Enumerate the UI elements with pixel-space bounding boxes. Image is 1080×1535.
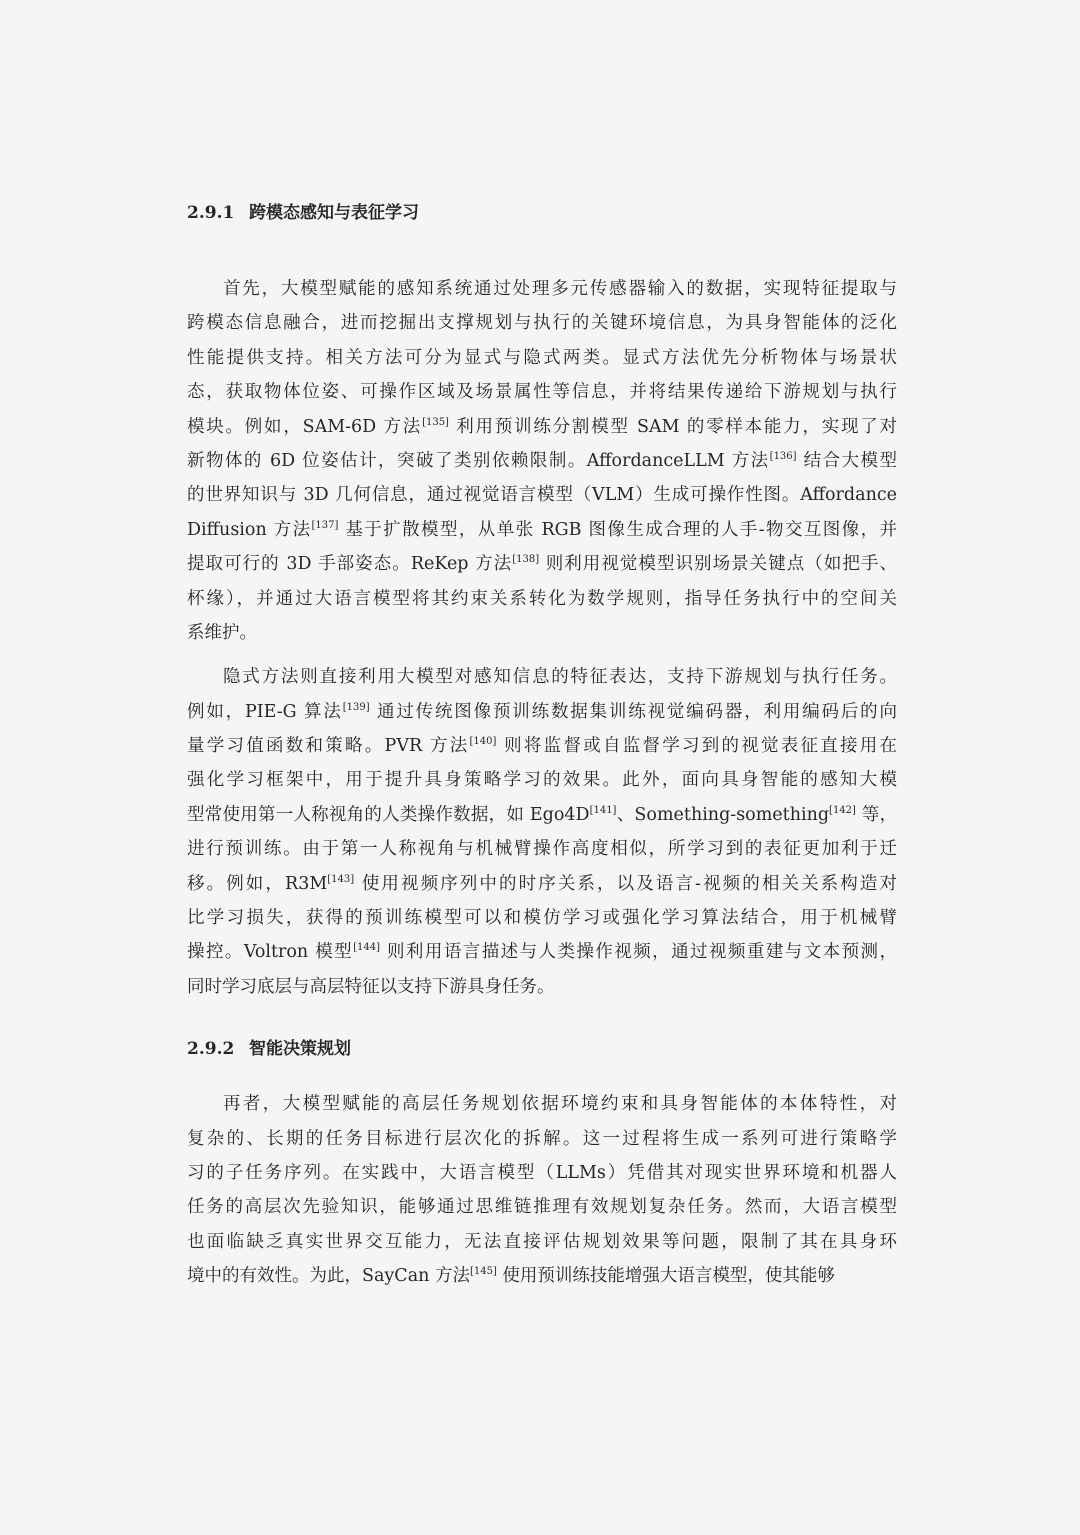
line-text: 量学习值函数和策略。PVR 方法 [187,736,470,757]
paragraph-line [187,513,897,547]
line-text: 新物体的 6D 位姿估计，突破了类别依赖限制。AffordanceLLM 方法 [187,450,770,471]
paragraph-line: 比学习损失，获得的预训练模型可以和模仿学习或强化学习算法结合，用于机械臂 [187,908,897,929]
paragraph-line [187,695,897,729]
line-text: 型常使用第一人称视角的人类操作数据，如 Ego4D [187,804,590,825]
paragraph-line: 性能提供支持。相关方法可分为显式与隐式两类。显式方法优先分析物体与场景状 [187,347,897,368]
paragraph-line: 也面临缺乏真实世界交互能力，无法直接评估规划效果等问题，限制了其在具身环 [187,1231,897,1252]
citation-ref: [138] [512,554,540,566]
paragraph-line [187,729,897,763]
paragraph-perception-implicit [187,660,897,1004]
paragraph-line: 跨模态信息融合，进而挖掘出支撑规划与执行的关键环境信息，为具身智能体的泛化 [187,313,897,334]
paragraph-line [187,444,897,478]
section-number: 2.9.2 [187,1039,235,1060]
citation-ref: [142] [829,805,856,817]
line-text: 境中的有效性。为此，SayCan 方法 [187,1266,470,1287]
paragraph-line [187,410,897,444]
paragraph-line: 再者，大模型赋能的高层任务规划依据环境约束和具身智能体的本体特性，对 [223,1094,897,1115]
line-text: 基于扩散模型，从单张 RGB 图像生成合理的人手-物交互图像，并 [338,519,897,540]
line-text: 使用视频序列中的时序关系，以及语言-视频的相关关系构造对 [354,873,897,894]
line-text: 模块。例如，SAM-6D 方法 [187,416,423,437]
citation-ref: [140] [469,736,497,748]
paragraph-line: 态，获取物体位姿、可操作区域及场景属性等信息，并将结果传递给下游规划与执行 [187,382,897,403]
paragraph-line: 习的子任务序列。在实践中，大语言模型（LLMs）凭借其对现实世界环境和机器人 [187,1162,897,1183]
paragraph-line [187,935,897,969]
line-text: 则利用语言描述与人类操作视频，通过视频重建与文本预测， [379,942,897,963]
section-title: 智能决策规划 [249,1039,351,1060]
section-number: 2.9.1 [187,203,235,223]
paragraph-perception-explicit [187,272,897,650]
section-title: 跨模态感知与表征学习 [249,203,419,223]
citation-ref: [143] [327,873,355,885]
citation-ref: [141] [589,805,617,817]
line-text: 提取可行的 3D 手部姿态。ReKep 方法 [187,554,513,575]
line-text: 使用预训练技能增强大语言模型，使其能够 [496,1266,835,1287]
citation-ref: [145] [469,1266,497,1278]
line-text: 、Something-something [616,804,830,825]
line-text: 结合大模型 [796,450,897,471]
citation-ref: [139] [342,701,370,713]
line-text: 等， [855,804,897,825]
paragraph-line: 系维护。 [187,622,257,643]
paragraph-decision-planning [187,1087,897,1293]
citation-ref: [135] [422,416,449,428]
page-content [187,196,897,1294]
paragraph-line: 隐式方法则直接利用大模型对感知信息的特征表达，支持下游规划与执行任务。 [223,667,897,688]
paragraph-line [187,867,897,901]
paragraph-line: 同时学习底层与高层特征以支持下游具身任务。 [187,976,555,997]
paragraph-line [187,547,897,581]
citation-ref: [136] [769,451,797,463]
line-text: 通过传统图像预训练数据集训练视觉编码器，利用编码后的向 [369,701,897,722]
line-text: Diffusion 方法 [187,519,312,540]
line-text: 移。例如，R3M [187,873,328,894]
line-text: 则将监督或自监督学习到的视觉表征直接用在 [496,736,897,757]
paragraph-line: 进行预训练。由于第一人称视角与机械臂操作高度相似，所学习到的表征更加利于迁 [187,839,897,860]
paragraph-line: 杯缘），并通过大语言模型将其约束关系转化为数学规则，指导任务执行中的空间关 [187,588,897,609]
citation-ref: [137] [311,519,339,531]
paragraph-line [187,798,897,832]
line-text: 利用预训练分割模型 SAM 的零样本能力，实现了对 [448,416,897,437]
section-heading-2-9-1 [187,196,897,230]
paragraph-line: 强化学习框架中，用于提升具身策略学习的效果。此外，面向具身智能的感知大模 [187,770,897,791]
line-text: 例如，PIE-G 算法 [187,701,343,722]
citation-ref: [144] [353,942,380,954]
line-text: 操控。Voltron 模型 [187,942,354,963]
paragraph-line: 首先，大模型赋能的感知系统通过处理多元传感器输入的数据，实现特征提取与 [223,279,897,299]
paragraph-line [187,1259,897,1293]
paragraph-line: 复杂的、长期的任务目标进行层次化的拆解。这一过程将生成一系列可进行策略学 [187,1128,897,1149]
section-heading-2-9-2 [187,1032,897,1066]
paragraph-line: 的世界知识与 3D 几何信息，通过视觉语言模型（VLM）生成可操作性图。Affordance [187,485,897,506]
line-text: 则利用视觉模型识别场景关键点（如把手、 [539,554,897,575]
paragraph-line: 任务的高层次先验知识，能够通过思维链推理有效规划复杂任务。然而，大语言模型 [187,1197,897,1218]
